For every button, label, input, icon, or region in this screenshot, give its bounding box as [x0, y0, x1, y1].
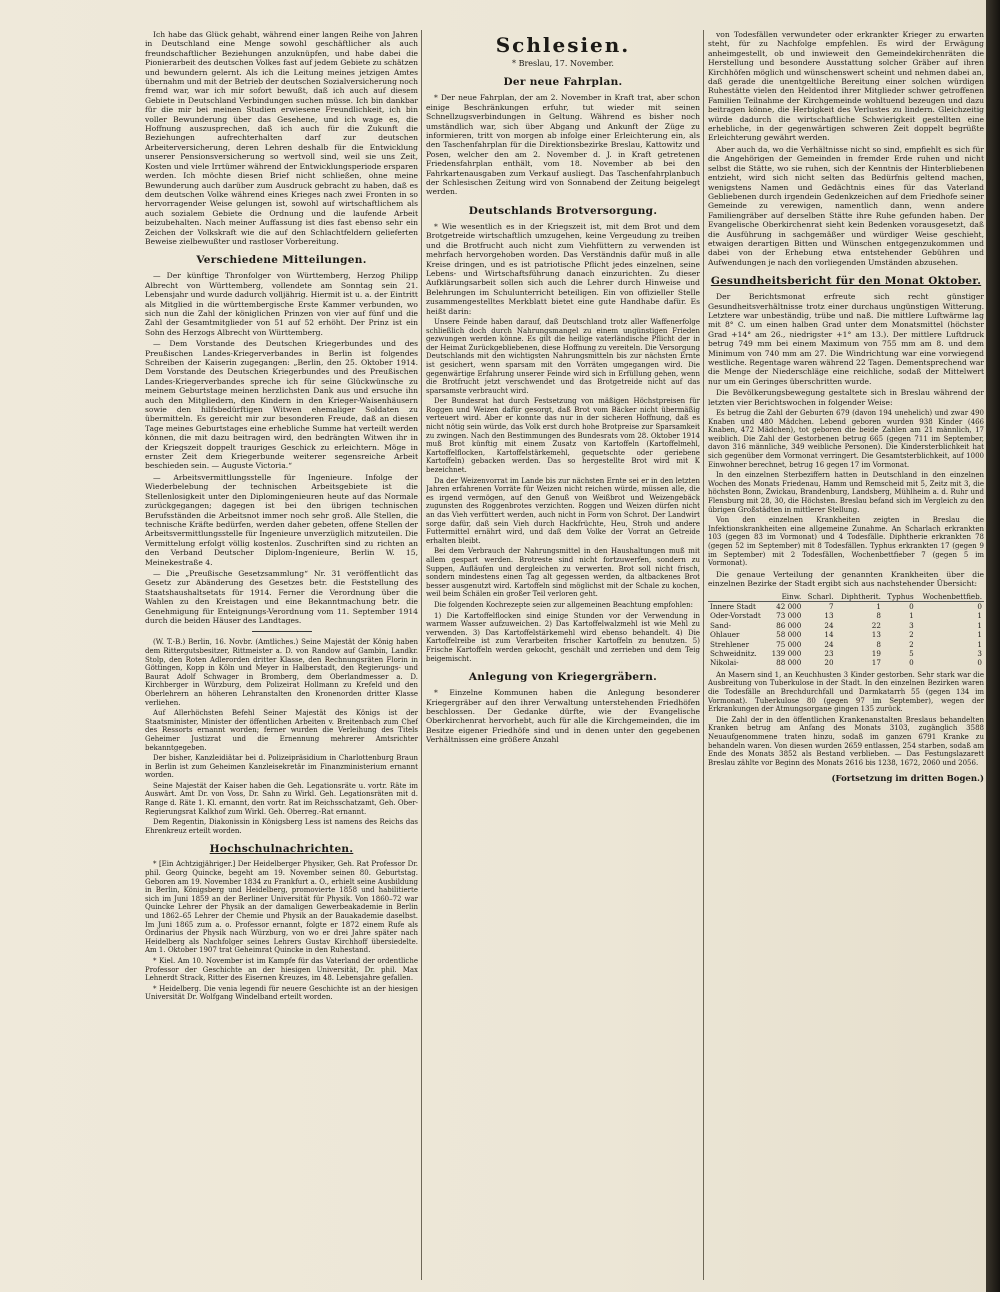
table-cell: 0 [977, 601, 982, 611]
health-paragraph: Die genaue Verteilung der genannten Krankheiten über die einzelnen Bezirke der Stadt ergibt sich aus nachstehender Übersicht: [708, 569, 984, 589]
table-cell: 0 [977, 658, 982, 668]
table-row [708, 621, 984, 630]
table-cell: 86 000 [776, 620, 802, 630]
table-cell: Nikolai- [710, 658, 739, 668]
health-paragraph: Von den einzelnen Krankheiten zeigten in Breslau die Infektionskrankheiten eine allgemeine Zunahme. An Scharlach erkrankten 103 (gegen 83 im Vormonat) und 4 Todesfälle. Diphtherie erkrankten 78 (gegen 52 im September) mit 8 Todesfällen. Typhus erkrankten 17 (gegen 9 im September) mit 2 Todesfällen, Wochenbettfieber 7 (gegen 5 im Vormonat). [708, 516, 984, 568]
table-cell: 42 000 [776, 601, 802, 611]
graeber-paragraph: Aber auch da, wo die Verhältnisse nicht so sind, empfiehlt es sich für die Angehörigen der Gemeinden in fremder Erde ruhen und nicht selbst die Stätte, wo sie ruhen, sich der Kenntnis der Hinterbliebenen entzieht, wird sich nicht selten das Bedürfnis geltend machen, wenigstens Namen und Gedächtnis eines für das Vaterland Gebliebenen durch irgendein Gedenkzeichen auf dem Friedhofe seiner Gemeinde zu verewigen, namentlich dann, wenn andere Familiengräber auf derselben Stätte ihre Ruhe gefunden haben. Der Evangelische Oberkirchenrat sieht kein Bedenken vorausgesetzt, daß die Ausführung in sachgemäßer und würdiger Weise geschieht, etwaigen derartigen Bitten und Wünschen entgegenzukommen und dabei von der Erhebung etwa entstehender Gebühren und Aufwendungen je nach den vorliegenden Umständen abzusehen. [708, 144, 984, 267]
personal-item: Der bisher, Kanzleidiätar bei d. Polizeipräsidium in Charlottenburg Braun in Berlin ist zum Geheimen Kanzleisekretär im Finanzministerium ernannt worden. [145, 754, 418, 780]
health-paragraph: Die Zahl der in den öffentlichen Krankenanstalten Breslaus behandelten Kranken betrug am Anfang des Monats 3103, zugänglich 3588 Neuaufgenommene traten hinzu, sodaß im ganzen 6791 Kranke zu behandeln waren. Von diesen wurden 2659 entlassen, 254 starben, sodaß am Ende des Monats 3852 als Bestand verblieben. — Das Festungslazarett Breslau zählte vor Beginn des Monats 2616 bis 1238, 1672, 2060 und 2056. [708, 715, 984, 767]
table-cell: 14 [824, 630, 834, 640]
table-cell: Innere Stadt [710, 601, 756, 611]
table-cell: Schweidnitz. [710, 648, 757, 658]
health-paragraph: In den einzelnen Sterbeziffern hatten in Deutschland in den einzelnen Wochen des Monats Friedenau, Hamm und Remscheid mit 5, Zeitz mit 3, die höchsten Bonn, Zwickau, Brandenburg, Landsberg, Mühlheim a. d. Ruhr und Flensburg mit 28, 30, die Höchsten. Breslau befand sich im Vergleich zu den übrigen Großstädten in mittlerer Stellung. [708, 471, 984, 514]
university-item: * Kiel. Am 10. November ist im Kampfe für das Vaterland der ordentliche Professor der Geschichte an der hiesigen Universität, Dr. phil. Max Lehnerdt Strack, Ritter des Eisernen Kreuzes, im 48. Lebensjahre gefallen. [145, 956, 418, 983]
table-cell: 88 000 [776, 658, 802, 668]
table-cell: 3 [909, 620, 914, 630]
personal-item: Auf Allerhöchsten Befehl Seiner Majestät des Königs ist der Staatsminister, Minister der öffentlichen Arbeiten v. Breitenbach zum Chef des Ressorts ernannt worden; ferner wurden die Verleihung des Titels Geheimer Justizrat und die Ernennung mehrerer Amtsrichter bekanntgegeben. [145, 709, 418, 752]
table-cell: 24 [824, 639, 834, 649]
table-cell: 139 000 [771, 648, 802, 658]
table-cell: 19 [871, 648, 881, 658]
divider [252, 631, 312, 632]
table-row [708, 640, 984, 649]
health-paragraph: Es betrug die Zahl der Geburten 679 (davon 194 unehelich) und zwar 490 Knaben und 480 Mädchen. Lebend geboren wurden 938 Kinder (466 Knaben, 472 Mädchen), tot geboren die beide Zahlen am 21 männlich, 17 weiblich. Die Zahl der Gestorbenen betrug 665 (gegen 711 im September, davon 316 männliche, 349 weibliche Personen). Die Kindersterblichkeit hat sich gegenüber dem Vormonat verringert. Die Gesamtsterblichkeit, auf 1000 Einwohner berechnet, betrug 16 gegen 17 im Vormonat. [708, 409, 984, 469]
table-cell: 1 [977, 639, 982, 649]
health-paragraph: Der Berichtsmonat erfreute sich recht günstiger Gesundheitsverhältnisse trotz einer durchaus ungünstigen Witterung. Letztere war unbeständig, trübe und naß. Die mittlere Luftwärme lag mit 8° C. um einen halben Grad unter dem Monatsmittel (höchster Grad +14° am 26., niedrigster +1° am 13.). Der mittlere Luftdruck betrug 749 mm bei einem Maximum von 755 mm am 8. und dem Minimum von 740 mm am 27. Die Windrichtung war eine vorwiegend westliche. Regentage waren während 22 Tagen. Dementsprechend war die Menge der Niederschläge eine reichliche, sodaß der Mittelwert nur um ein Geringes überschritten wurde. [708, 292, 984, 386]
table-header: Wochenbettfieb. [916, 592, 984, 602]
table-cell: 75 000 [776, 639, 802, 649]
table-cell: 1 [909, 611, 914, 621]
table-cell: 3 [977, 648, 982, 658]
health-paragraph: Die Bevölkerungsbewegung gestaltete sich in Breslau während der letzten vier Berichtswochen in folgender Weise: [708, 388, 984, 407]
table-cell: 1 [977, 611, 982, 621]
table-cell: Strehlener [710, 639, 750, 649]
column-left [145, 30, 418, 1280]
column-rule [421, 30, 422, 1280]
column-middle [426, 30, 700, 1280]
table-cell: 17 [871, 658, 881, 668]
misc-item: — Die „Preußische Gesetzsammlung“ Nr. 31 veröffentlicht das Gesetz zur Abänderung des Gesetzes betr. die Feststellung des Staatshaushaltsetats für 1914. Ferner die Verordnung über die Wahlen zu den Kreistagen und eine Bekanntmachung betr. die Genehmigung für Enteignungs-Verordnung vom 11. September 1914 durch die beiden Häuser des Landtages. [145, 568, 418, 625]
table-cell: 8 [876, 639, 881, 649]
table-cell: 7 [828, 601, 834, 611]
table-cell: 1 [977, 630, 982, 640]
table-cell: Ohlauer [710, 630, 740, 640]
table-cell: 8 [876, 611, 881, 621]
misc-item: — Der künftige Thronfolger von Württemberg, Herzog Philipp Albrecht von Württemberg, vollendete am Sonntag sein 21. Lebensjahr und wurde dadurch volljährig. Hiermit ist u. a. der Eintritt als Mitglied in die württembergische Erste Kammer verbunden, wo sich nun die Zahl der königlichen Prinzen von vier auf fünf und die Zahl der Gesamtmitglieder von 51 auf 52 erhöht. Der Prinz ist ein Sohn des Herzogs Albrecht von Württemberg. [145, 271, 418, 337]
table-row [708, 658, 984, 667]
table-cell: 24 [824, 620, 834, 630]
table-cell: Sand- [710, 620, 731, 630]
health-heading: Gesundheitsbericht für den Monat Oktober. [710, 275, 982, 288]
table-cell: 5 [909, 648, 914, 658]
misc-heading: Verschiedene Mitteilungen. [196, 254, 367, 267]
letter-paragraph: Ich habe das Glück gehabt, während einer langen Reihe von Jahren in Deutschland eine Menge sowohl geschäftlicher als auch freundschaftlicher Beziehungen anzuknüpfen, und habe dabei die Pionierarbeit des deutschen Volkes fast auf jedem Gebiete zu schätzen und bewundern gelernt. Als ich die Leitung meines jetzigen Amtes übernahm und mit der Betrieb der deutschen Sozialversicherung noch fremd war, war ich mir sofort bewußt, daß ich auch auf diesem Gebiete in Deutschland Verbindungen suchen müsse. Ich bin dankbar für die mir bei meinen Studien erwiesene Freundlichkeit, ich bin voller Bewunderung über das Gesehene, und ich wage es, die Hoffnung auszusprechen, daß ich auch für die Zukunft die Beziehungen aufrechterhalten darf zur deutschen Arbeiterversicherung, deren Lehren deshalb für die Entwicklung unserer Pensionsversicherung so wertvoll sind, weil sie uns Zeit, Kosten und viele Irrtümer während der Entwicklungsperiode ersparen werden. Ich möchte diesen Brief nicht schließen, ohne meine Bewunderung auch darüber zum Ausdruck gebracht zu haben, daß es dem deutschen Volke während eines Krieges nach zwei Fronten in so hervorragender Weise gelungen ist, sowohl auf wirtschaftlichem als auch sozialem Gebiete die Ordnung und die laufende Arbeit beizubehalten. Nach meiner Auffassung ist dies fast ebenso sehr ein Zeichen der Volkskraft wie die auf den Schlachtfeldern gelieferten Beweise zielbewußter und rastloser Vorbereitung. [145, 30, 418, 246]
misc-item: — Arbeitsvermittlungsstelle für Ingenieure. Infolge der Wiederbelebung der technischen Arbeitsgebiete ist die Stellenlosigkeit unter den Diplomingenieuren heute auf das Normale zurückgegangen; dagegen ist bei den übrigen technischen Berufsständen die Arbeitsnot immer noch sehr groß. Alle Stellen, die technische Kräfte bedürfen, werden daher gebeten, offene Stellen der Arbeitsvermittlungsstelle für Ingenieure unverzüglich mitzuteilen. Die Vermittelung erfolgt völlig kostenlos. Zuschriften sind zu richten an den Verband Deutscher Diplom-Ingenieure, Berlin W. 15, Meinekestraße 4. [145, 472, 418, 567]
continuation-note: (Fortsetzung im dritten Bogen.) [831, 774, 984, 785]
brot-paragraph: Da der Weizenvorrat im Lande bis zur nächsten Ernte sei er in den letzten Jahren erfahrenen Vorräte für Weizen nicht reichen würde, müssen alle, die es irgend vermögen, auf den Genuß von Weißbrot und Weizengebäck zugunsten des Roggenbrotes verzichten. Roggen und Weizen dürfen nicht an das Vieh verfüttert werden, auch nicht in Form von Schrot. Der Landwirt sorge dafür, daß sein Vieh durch Hackfrüchte, Heu, Stroh und andere Futtermittel ernährt wird, und daß dem Volke der Vorrat an Getreide erhalten bleibt. [426, 476, 700, 545]
table-cell: 73 000 [776, 611, 802, 621]
fahrplan-paragraph: * Der neue Fahrplan, der am 2. November in Kraft trat, aber schon einige Beschränkungen erfuhr, tut wieder mit seinen Schnellzugsverbindungen in Geltung. Während es bisher noch umständlich war, sich über Abgang und Ankunft der Züge zu informieren, tritt von morgen ab infolge einer Erleichterung ein, als den Taschenfahrplan für die Direktionsbezirke Breslau, Kattowitz und Posen, welcher den am 2. November d. J. in Kraft getretenen Friedensfahrplan enthält, vom 18. November ab bei den Fahrkartenausgaben zum Verkauf ausliegt. Das Taschenfahrplanbuch der Schlesischen Zeitung wird von Sonnabend der Zeitung beigelegt werden. [426, 93, 700, 197]
table-cell: 0 [909, 658, 914, 668]
university-heading: Hochschulnachrichten. [209, 843, 354, 856]
table-header-row [708, 592, 984, 602]
table-cell: 2 [909, 630, 914, 640]
fahrplan-heading: Der neue Fahrplan. [503, 76, 623, 89]
table-cell: 23 [824, 648, 834, 658]
personal-item: (W. T.-B.) Berlin, 16. Novbr. (Amtliches.) Seine Majestät der König haben dem Rittergutsbesitzer, Rittmeister a. D. von Randow auf Gambin, Landkr. Stolp, den Roten Adlerorden dritter Klasse, den Rechnungsräten Florin in Göttingen, Kopp in Köln und Meyer in Halberstadt, den Regierungs- und Baurat Adolf Schwager in Bromberg, dem Oberlandmesser a. D. Kirchberger in Würzburg, dem Polizeirat Hollmann zu Krefeld und den Oberlehrern an höheren Lehranstalten den Kronenorden dritter Klasse verliehen. [145, 638, 418, 707]
table-cell: 20 [824, 658, 834, 668]
column-right [708, 30, 984, 1280]
brot-heading: Deutschlands Brotversorgung. [468, 204, 658, 217]
table-cell: 0 [909, 601, 914, 611]
table-cell: Oder-Vorstadt [710, 611, 761, 621]
brot-paragraph: Bei dem Verbrauch der Nahrungsmittel in den Haushaltungen muß mit allem gespart werden. Brotreste sind nicht fortzuwerfen, sondern zu Suppen, Aufläufen und dergleichen zu verwerten. Brot soll nicht frisch, sondern mindestens einen Tag alt gegessen werden, da altbackenes Brot besser ausgenutzt wird. Kartoffeln sind möglichst mit der Schale zu kochen, weil beim Schälen ein großer Teil verloren geht. [426, 547, 700, 599]
section-title: Schlesien. [495, 33, 631, 57]
graeber-paragraph: * Einzelne Kommunen haben die Anlegung besonderer Kriegergräber auf den ihrer Verwaltung unterstehenden Friedhöfen beschlossen. Der Gedanke dürfte, wie der Evangelische Oberkirchenrat hervorhebt, auch für alle die Kirchgemeinden, die im Besitze eigener Friedhöfe sind und in denen unter den gegebenen Verhältnissen eine größere Anzahl [426, 688, 700, 745]
table-cell: 1 [977, 620, 982, 630]
graeber-paragraph: von Todesfällen verwundeter oder erkrankter Krieger zu erwarten steht, für zu Nachfolge empfehlen. Es wird der Erwägung anheimgestellt, ob und inwieweit den Gemeindekirchenräten die Herstellung und besondere Ausstattung solcher Gräber auf ihren Kirchhöfen möglich und wünschenswert scheint und nehmen dabei an, daß gerade die unentgeltliche Bereitung einer solchen würdigen Ruhestätte vielen den Heldentod ihrer Mitglieder schwer getroffenen Familien Teilnahme der Kirchgemeinde wohltuend bezeugen und dazu beitragen könne, die Herbigkeit des Verlustes zu lindern. Gleichzeitig würde dadurch die wirtschaftliche Schwierigkeit gestellten eine erhebliche, in der gegenwärtigen schweren Zeit doppelt begrüßte Erleichterung gewährt werden. [708, 30, 984, 143]
graeber-heading: Anlegung von Kriegergräbern. [468, 671, 658, 684]
table-row [708, 611, 984, 620]
table-header: Einw. [767, 592, 803, 602]
column-rule [703, 30, 704, 1280]
table-cell: 22 [871, 620, 881, 630]
university-item: * [Ein Achtzigjähriger.] Der Heidelberger Physiker, Geh. Rat Professor Dr. phil. Georg Quincke, begeht am 19. November seinen 80. Geburtstag. Geboren am 19. November 1834 zu Frankfurt a. O., erhielt seine Ausbildung in Berlin, Königsberg und Heidelberg, promovierte 1858 und habilitierte sich im Juni 1859 an der Berliner Universität für Physik. Von 1860–72 war Quincke Lehrer der Physik an der damaligen Gewerbeakademie in Berlin und 1862–65 Lehrer der Chemie und Physik an der Bauakademie daselbst. Im Juni 1865 zum a. o. Professor ernannt, folgte er 1872 einem Rufe als Ordinarius der Physik nach Würzburg, von wo er drei Jahre später nach Heidelberg als Nachfolger seines Lehrers Gustav Kirchhoff übersiedelte. Am 1. Oktober 1907 trat Geheimrat Quincke in den Ruhestand. [145, 860, 418, 955]
table-header: Typhus [883, 592, 916, 602]
table-row [708, 649, 984, 658]
personal-item: Dem Regentin, Diakonissin in Königsberg Less ist namens des Reichs das Ehrenkreuz erteilt worden. [145, 818, 418, 835]
table-cell: 2 [909, 639, 914, 649]
personal-item: Seine Majestät der Kaiser haben die Geh. Legationsräte u. vortr. Räte im Auswärt. Amt Dr. von Voss, Dr. Sahn zu Wirkl. Geh. Legationsräten mit d. Range d. Räte 1. Kl. ernannt, den vortr. Rat im Reichsschatzamt, Geh. Ober-Regierungsrat Kalkhof zum Wirkl. Geh. Oberreg.-Rat ernannt. [145, 781, 418, 816]
table-cell: 13 [871, 630, 881, 640]
health-paragraph: An Masern sind 1, an Keuchhusten 3 Kinder gestorben. Sehr stark war die Ausbreitung von Tuberkulose in der Stadt. In den einzelnen Bezirken waren die Todesfälle an Brechdurchfall und Darmkatarrh 55 (gegen 134 im Vormonat). Tuberkulose 80 (gegen 97 im September), wegen der Erkrankungen der Atmungsorgane gingen 135 zurück. [708, 670, 984, 714]
brot-paragraph: * Wie wesentlich es in der Kriegszeit ist, mit dem Brot und dem Brotgetreide wirtschaftlich umzugehen, keine Vergeudung zu treiben und die Brotfrucht auch nicht zum Viehfüttern zu verwenden ist mehrfach hervorgehoben worden. Das Verständnis dafür muß in alle Kreise dringen, und es ist patriotische Pflicht jedes einzelnen, seine Lebens- und Wirtschaftsführung danach einzurichten. Zu dieser Aufklärungsarbeit sollen sich auch die Lehrer durch Hinweise und Belehrungen im Schulunterricht beteiligen. Ein von offizieller Stelle zusammengestelltes Merkblatt bietet eine gute Handhabe dafür. Es heißt darin: [426, 221, 700, 316]
table-header: Diphtherit. [836, 592, 883, 602]
brot-paragraph: Die folgenden Kochrezepte seien zur allgemeinen Beachtung empfohlen: [434, 600, 693, 609]
table-cell: 1 [876, 601, 881, 611]
disease-table [708, 592, 984, 668]
university-item: * Heidelberg. Die venia legendi für neuere Geschichte ist an der hiesigen Universität Dr. Wolfgang Windelband erteilt worden. [145, 984, 418, 1002]
table-header: Scharl. [803, 592, 835, 602]
page-binding-edge [986, 0, 1000, 1292]
brot-paragraph: Der Bundesrat hat durch Festsetzung von mäßigen Höchstpreisen für Roggen und Weizen dafür gesorgt, daß Brot vom Bäcker nicht übermäßig verteuert wird. Aber er konnte das nur in der sicheren Hoffnung, daß es nicht nötig sein würde, das Volk erst durch hohe Brotpreise zur Sparsamkeit zu zwingen. Nach den Bestimmungen des Bundesrats vom 28. Oktober 1914 muß Brot künftig mit einem Zusatz von Kartoffeln (Kartoffelmehl, Kartoffelflocken, Kartoffelstärkemehl, gequetschte oder geriebene Kartoffeln) gebacken werden. Das so hergestellte Brot wird mit K bezeichnet. [426, 397, 700, 475]
misc-item: — Dem Vorstande des Deutschen Kriegerbundes und des Preußischen Landes-Kriegerverbandes in Berlin ist folgendes Schreiben der Kaiserin zugegangen: „Berlin, den 25. Oktober 1914. Dem Vorstande des Deutschen Kriegerbundes und des Preußischen Landes-Kriegerverbandes spreche ich für seine Glückwünsche zu meinem Geburtstage meinen herzlichsten Dank aus und ersuche ihn auch den Mitgliedern, den Kindern in den Krieger-Waisenhäusern sowie den hilfsbedürftigen Witwen ehemaliger Soldaten zu übermitteln. Es gereicht mir zur besonderen Freude, daß an diesen Tage meines Geburtstages eine erhebliche Summe hat verteilt werden können, die mit dazu beitragen wird, den bedrängten Witwen ihr in der Kriegszeit doppelt trauriges Geschick zu erleichtern. Möge in ernster Zeit dem Kriegerbunde weiterer segensreiche Arbeit beschieden sein. — Auguste Victoria.“ [145, 339, 418, 471]
table-row [708, 630, 984, 639]
table-row [708, 601, 984, 611]
table-header [708, 592, 767, 602]
brot-paragraph: 1) Die Kartoffelflocken sind einige Stunden vor der Verwendung in warmem Wasser aufzuweichen. 2) Das Kartoffelwalzmehl ist wie Mehl zu verwenden. 3) Das Kartoffelstärkemehl wird ebenso behandelt. 4) Die Kartoffelreibe ist zum Verarbeiten frischer Kartoffeln zu benutzen. 5) Frische Kartoffeln werden gekocht, geschält und zerrieben und dem Teig beigemischt. [426, 611, 700, 663]
brot-paragraph: Unsere Feinde haben darauf, daß Deutschland trotz aller Waffenerfolge schließlich doch durch Nahrungsmangel zu einem ungünstigen Frieden gezwungen werden könne. Es gilt die heilige vaterländische Pflicht der in der Heimat Zurückgebliebenen, diese Hoffnung zu vereiteln. Die Versorgung Deutschlands mit den wichtigsten Nahrungsmitteln bis zur nächsten Ernte ist gesichert, wenn sparsam mit den Vorräten umgegangen wird. Die gegenwärtige Erfahrung unserer Feinde wird sich in Erfüllung gehen, wenn die Brotfrucht jetzt verschwendet und das Brotgetreide nicht auf das sparsamste verbraucht wird. [426, 317, 700, 395]
dateline: * Breslau, 17. November. [512, 59, 614, 68]
table-cell: 58 000 [776, 630, 802, 640]
table-cell: 13 [824, 611, 834, 621]
